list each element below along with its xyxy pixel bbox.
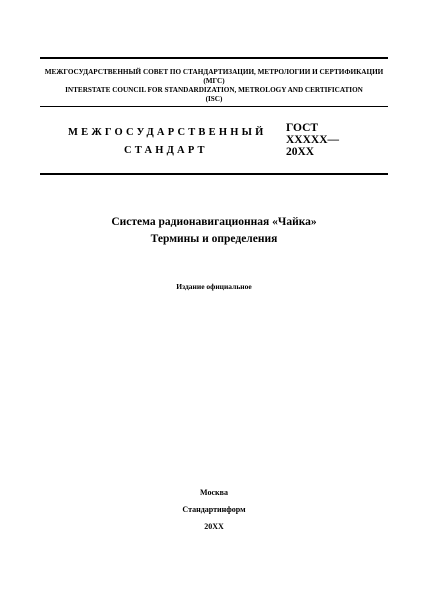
gost-designation: [286, 122, 339, 158]
standard-type-line1: МЕЖГОСУДАРСТВЕННЫЙ: [68, 127, 267, 138]
title-line1: Система радионавигационная «Чайка»: [111, 216, 317, 228]
council-name-en: INTERSTATE COUNCIL FOR STANDARDIZATION, METROLOGY AND CERTIFICATION: [65, 86, 363, 94]
council-rule: [40, 106, 388, 107]
imprint: [40, 484, 388, 535]
document-title: [40, 214, 388, 248]
council-name-ru: МЕЖГОСУДАРСТВЕННЫЙ СОВЕТ ПО СТАНДАРТИЗАЦИИ, МЕТРОЛОГИИ И СЕРТИФИКАЦИИ: [44, 68, 384, 76]
imprint-publisher: Стандартинформ: [182, 505, 246, 514]
title-line2: Термины и определения: [150, 233, 278, 245]
council-abbr-ru: (МГС): [203, 77, 225, 85]
edition-note: Издание официальное: [176, 282, 252, 291]
gost-label: ГОСТ: [286, 122, 319, 134]
gost-number: XXXXX—: [286, 134, 340, 146]
council-abbr-en: (ISC): [205, 95, 223, 103]
imprint-year: 20XX: [204, 522, 224, 531]
standard-rule: [40, 173, 388, 175]
gost-year: 20XX: [286, 146, 315, 158]
top-rule: [40, 57, 388, 59]
standard-type-line2: СТАНДАРТ: [124, 145, 208, 156]
imprint-city: Москва: [200, 488, 228, 497]
council-header: [40, 68, 388, 104]
